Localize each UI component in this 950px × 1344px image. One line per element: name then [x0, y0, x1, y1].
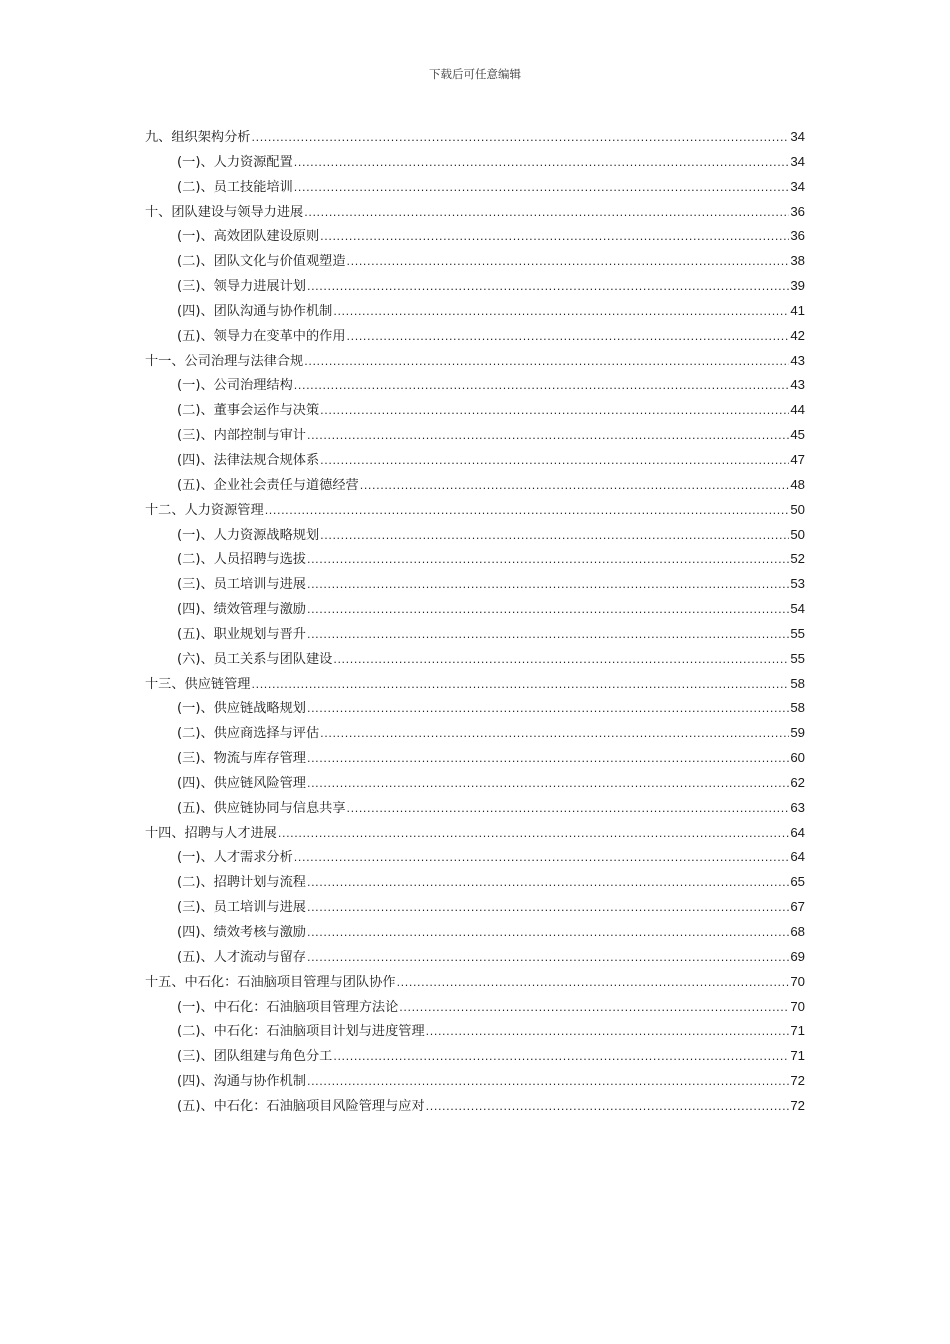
toc-entry-title: (三)、内部控制与审计 — [177, 428, 306, 444]
toc-entry-section[interactable] — [145, 175, 805, 200]
toc-entry-page-number: 47 — [790, 451, 805, 467]
toc-dot-leader — [304, 201, 789, 226]
toc-entry-section[interactable] — [145, 299, 805, 324]
toc-entry-title: (四)、绩效管理与激励 — [177, 602, 306, 618]
toc-entry-title: (二)、团队文化与价值观塑造 — [177, 254, 346, 270]
toc-entry-title: (二)、中石化：石油脑项目计划与进度管理 — [177, 1024, 425, 1040]
toc-entry-section[interactable] — [145, 448, 805, 473]
toc-entry-page-number: 60 — [790, 750, 805, 766]
toc-dot-leader — [333, 1045, 789, 1070]
toc-entry-title: (二)、招聘计划与流程 — [177, 875, 306, 891]
toc-entry-chapter[interactable] — [145, 200, 805, 225]
toc-entry-page-number: 65 — [790, 874, 805, 890]
toc-dot-leader — [294, 846, 790, 871]
toc-entry-section[interactable] — [145, 398, 805, 423]
toc-dot-leader — [426, 1020, 790, 1045]
toc-entry-title: (二)、董事会运作与决策 — [177, 403, 320, 419]
toc-entry-title: 十、团队建设与领导力进展 — [145, 204, 304, 220]
toc-entry-chapter[interactable] — [145, 970, 805, 995]
toc-entry-title: 十五、中石化：石油脑项目管理与团队协作 — [145, 974, 396, 990]
toc-dot-leader — [320, 225, 789, 250]
toc-entry-title: 十一、公司治理与法律合规 — [145, 353, 304, 369]
toc-dot-leader — [307, 424, 789, 449]
toc-entry-section[interactable] — [145, 473, 805, 498]
toc-dot-leader — [265, 499, 790, 524]
toc-entry-page-number: 55 — [790, 650, 805, 666]
toc-entry-section[interactable] — [145, 920, 805, 945]
toc-entry-section[interactable] — [145, 324, 805, 349]
toc-entry-page-number: 70 — [790, 973, 805, 989]
toc-entry-title: 十二、人力资源管理 — [145, 502, 264, 518]
toc-entry-title: (四)、绩效考核与激励 — [177, 925, 306, 940]
toc-entry-page-number: 34 — [790, 129, 805, 144]
toc-entry-chapter[interactable] — [145, 821, 805, 846]
toc-entry-section[interactable] — [145, 572, 805, 597]
toc-dot-leader — [320, 449, 789, 474]
toc-entry-title: (二)、供应商选择与评估 — [177, 726, 320, 742]
toc-entry-title: (一)、中石化：石油脑项目管理方法论 — [177, 999, 399, 1015]
toc-dot-leader — [397, 971, 790, 996]
toc-entry-page-number: 53 — [790, 576, 805, 592]
toc-entry-title: (五)、供应链协同与信息共享 — [177, 800, 346, 816]
toc-entry-title: (一)、人才需求分析 — [177, 850, 293, 866]
toc-entry-title: (五)、人才流动与留存 — [177, 949, 306, 965]
toc-entry-page-number: 52 — [790, 551, 805, 567]
toc-entry-page-number: 63 — [790, 799, 805, 815]
toc-dot-leader — [278, 822, 789, 847]
toc-entry-title: (一)、人力资源战略规划 — [177, 527, 320, 543]
toc-dot-leader — [252, 673, 790, 698]
toc-entry-section[interactable] — [145, 373, 805, 398]
toc-entry-page-number: 38 — [790, 253, 805, 269]
toc-entry-chapter[interactable] — [145, 349, 805, 374]
toc-entry-title: 十三、供应链管理 — [145, 676, 251, 692]
toc-entry-title: (三)、物流与库存管理 — [177, 751, 306, 767]
toc-entry-page-number: 59 — [790, 725, 805, 741]
toc-entry-page-number: 43 — [790, 352, 805, 368]
toc-dot-leader — [320, 399, 789, 424]
toc-entry-section[interactable] — [145, 622, 805, 647]
toc-entry-title: (四)、沟通与协作机制 — [177, 1074, 306, 1090]
toc-dot-leader — [307, 573, 789, 598]
page-header: 下载后可任意编辑 — [429, 67, 521, 81]
toc-entry-page-number: 34 — [790, 178, 805, 194]
toc-entry-title: (三)、员工培训与进展 — [177, 900, 306, 916]
toc-entry-title: (四)、法律法规合规体系 — [177, 452, 320, 468]
toc-dot-leader — [307, 598, 789, 623]
toc-dot-leader — [333, 648, 789, 673]
toc-entry-title: (六)、员工关系与团队建设 — [177, 651, 333, 667]
toc-entry-page-number: 64 — [790, 824, 805, 840]
toc-entry-title: (四)、供应链风险管理 — [177, 775, 306, 791]
table-of-contents — [145, 125, 805, 1119]
toc-dot-leader — [304, 350, 789, 375]
toc-entry-section[interactable] — [145, 1069, 805, 1094]
toc-entry-title: (一)、高效团队建设原则 — [177, 229, 320, 245]
toc-entry-section[interactable] — [145, 224, 805, 249]
toc-dot-leader — [347, 325, 790, 350]
toc-entry-page-number: 41 — [790, 302, 805, 318]
toc-entry-title: (一)、公司治理结构 — [177, 378, 293, 394]
toc-entry-page-number: 72 — [790, 1073, 805, 1089]
toc-entry-title: (二)、员工技能培训 — [177, 179, 293, 195]
toc-dot-leader — [294, 374, 790, 399]
toc-entry-section[interactable] — [145, 150, 805, 175]
toc-entry-section[interactable] — [145, 1019, 805, 1044]
toc-entry-title: (三)、团队组建与角色分工 — [177, 1049, 333, 1065]
toc-dot-leader — [252, 126, 790, 151]
toc-entry-section[interactable] — [145, 995, 805, 1020]
toc-entry-section[interactable] — [145, 423, 805, 448]
toc-entry-page-number: 58 — [790, 700, 805, 716]
toc-entry-section[interactable] — [145, 1094, 805, 1119]
toc-entry-section[interactable] — [145, 274, 805, 299]
toc-entry-section[interactable] — [145, 796, 805, 821]
toc-entry-page-number: 70 — [790, 998, 805, 1014]
toc-entry-section[interactable] — [145, 547, 805, 572]
toc-dot-leader — [307, 946, 789, 971]
toc-dot-leader — [307, 1070, 789, 1095]
toc-dot-leader — [320, 722, 789, 747]
toc-entry-page-number: 58 — [790, 675, 805, 691]
toc-entry-page-number: 69 — [790, 948, 805, 964]
toc-entry-section[interactable] — [145, 647, 805, 672]
toc-entry-page-number: 42 — [790, 327, 805, 343]
toc-entry-chapter[interactable] — [145, 672, 805, 697]
toc-dot-leader — [294, 151, 790, 176]
toc-entry-page-number: 45 — [790, 427, 805, 443]
toc-entry-page-number: 54 — [790, 601, 805, 617]
toc-entry-section[interactable] — [145, 523, 805, 548]
toc-entry-section[interactable] — [145, 945, 805, 970]
toc-dot-leader — [426, 1095, 790, 1120]
toc-entry-title: (四)、团队沟通与协作机制 — [177, 303, 333, 319]
toc-dot-leader — [294, 176, 790, 201]
toc-dot-leader — [307, 275, 789, 300]
toc-entry-title: (二)、人员招聘与选拔 — [177, 552, 306, 568]
toc-entry-title: (一)、人力资源配置 — [177, 154, 293, 170]
toc-entry-section[interactable] — [145, 870, 805, 895]
toc-entry-chapter[interactable] — [145, 498, 805, 523]
toc-dot-leader — [307, 623, 789, 648]
toc-dot-leader — [307, 896, 789, 921]
toc-entry-page-number: 62 — [790, 774, 805, 790]
toc-entry-page-number: 36 — [790, 228, 805, 244]
toc-dot-leader — [333, 300, 789, 325]
toc-entry-section[interactable] — [145, 1044, 805, 1069]
toc-entry-page-number: 71 — [790, 1023, 805, 1039]
toc-dot-leader — [307, 697, 789, 722]
toc-dot-leader — [307, 772, 789, 797]
toc-entry-section[interactable] — [145, 845, 805, 870]
toc-entry-page-number: 48 — [790, 476, 805, 492]
toc-entry-section[interactable] — [145, 721, 805, 746]
toc-entry-page-number: 71 — [790, 1048, 805, 1064]
toc-entry-page-number: 36 — [790, 203, 805, 219]
toc-entry-page-number: 50 — [790, 526, 805, 542]
toc-entry-page-number: 34 — [790, 153, 805, 169]
toc-entry-page-number: 43 — [790, 377, 805, 393]
toc-entry-title: 九、组织架构分析 — [145, 130, 251, 145]
toc-dot-leader — [347, 797, 790, 822]
toc-entry-page-number: 68 — [790, 924, 805, 939]
toc-entry-title: (五)、职业规划与晋升 — [177, 626, 306, 642]
toc-entry-title: (五)、中石化：石油脑项目风险管理与应对 — [177, 1098, 425, 1114]
toc-entry-title: (一)、供应链战略规划 — [177, 701, 306, 717]
toc-entry-section[interactable] — [145, 771, 805, 796]
toc-entry-page-number: 50 — [790, 501, 805, 517]
toc-entry-page-number: 39 — [790, 278, 805, 294]
toc-entry-section[interactable] — [145, 249, 805, 274]
toc-entry-page-number: 55 — [790, 625, 805, 641]
toc-dot-leader — [307, 921, 789, 946]
toc-entry-section[interactable] — [145, 696, 805, 721]
toc-entry-title: (五)、企业社会责任与道德经营 — [177, 477, 359, 493]
toc-dot-leader — [347, 250, 790, 275]
toc-entry-title: (三)、领导力进展计划 — [177, 279, 306, 295]
toc-entry-section[interactable] — [145, 895, 805, 920]
toc-entry-section[interactable] — [145, 746, 805, 771]
toc-dot-leader — [307, 548, 789, 573]
toc-entry-title: (三)、员工培训与进展 — [177, 577, 306, 593]
toc-entry-chapter[interactable] — [145, 125, 805, 150]
toc-dot-leader — [307, 871, 789, 896]
toc-entry-title: 十四、招聘与人才进展 — [145, 825, 277, 841]
toc-dot-leader — [320, 524, 789, 549]
toc-entry-section[interactable] — [145, 597, 805, 622]
toc-entry-page-number: 64 — [790, 849, 805, 865]
toc-entry-title: (五)、领导力在变革中的作用 — [177, 328, 346, 344]
toc-entry-page-number: 67 — [790, 899, 805, 915]
toc-dot-leader — [399, 996, 789, 1021]
toc-entry-page-number: 72 — [790, 1097, 805, 1113]
toc-entry-page-number: 44 — [790, 402, 805, 418]
toc-dot-leader — [360, 474, 790, 499]
toc-dot-leader — [307, 747, 789, 772]
